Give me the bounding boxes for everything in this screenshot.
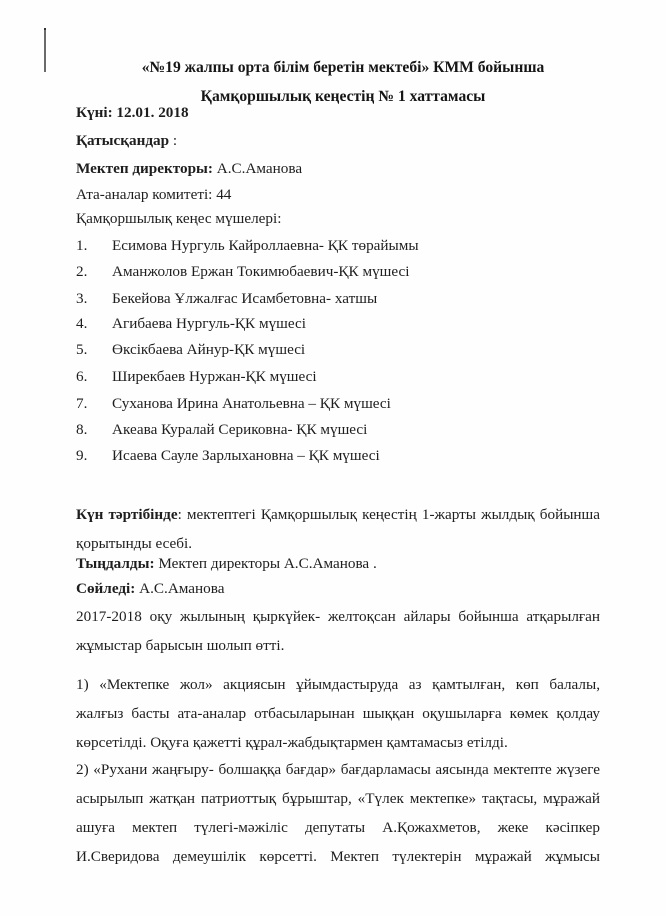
parents-committee-label: Ата-аналар комитеті: <box>76 186 213 203</box>
item-2-line-2: асырылып жатқан патриоттық бұрыштар, «Түлек мектепке» тақтасы, мұражай <box>76 790 600 807</box>
document-title-line-2: Қамқоршылық кеңестің № 1 хаттамасы <box>200 88 486 105</box>
document-title-line-1: «№19 жалпы орта білім беретін мектебі» КММ бойынша <box>141 59 545 76</box>
participants-colon: : <box>169 132 178 149</box>
participants-heading <box>76 132 177 150</box>
list-item-number: 1. <box>76 237 88 254</box>
list-item <box>76 341 305 359</box>
list-item <box>76 290 377 308</box>
spoke-text: А.С.Аманова <box>135 580 225 597</box>
list-item-text: Өксікбаева Айнур-ҚК мүшесі <box>112 341 306 358</box>
director-line <box>76 160 302 178</box>
list-item <box>76 263 409 281</box>
list-item-number: 4. <box>76 315 88 332</box>
director-name: А.С.Аманова <box>212 160 303 177</box>
list-item-text: Есимова Нургуль Кайроллаевна- ҚК төрайымы <box>112 237 419 254</box>
list-item-number: 7. <box>76 395 88 412</box>
council-members-label: Қамқоршылық кеңес мүшелері: <box>76 210 282 227</box>
item-2-paragraph <box>76 755 600 871</box>
intro-line-1: 2017-2018 оқу жылының қыркүйек- желтоқсан айлары бойынша атқарылған <box>76 608 600 625</box>
parents-committee-line <box>76 186 231 204</box>
list-item <box>76 368 317 386</box>
item-2-line-4: И.Сверидова демеушілік көрсетті. Мектеп түлектерін мұражай жұмысы <box>76 848 600 865</box>
heard-line <box>76 555 377 573</box>
heard-text: Мектеп директоры А.С.Аманова . <box>154 555 377 572</box>
agenda-paragraph <box>76 500 600 558</box>
list-item-number: 2. <box>76 263 88 280</box>
list-item-number: 3. <box>76 290 88 307</box>
parents-committee-value: 44 <box>212 186 232 203</box>
meeting-date: Күні: 12.01. 2018 <box>76 104 189 121</box>
intro-paragraph <box>76 602 600 660</box>
list-item <box>76 395 391 413</box>
list-item <box>76 237 419 255</box>
intro-line-2: жұмыстар барысын шолып өтті. <box>76 637 285 654</box>
item-2-line-3: ашуға мектеп түлегі-мәжіліс депутаты А.Қожахметов, жеке кәсіпкер <box>76 819 600 836</box>
agenda-text: : мектептегі Қамқоршылық кеңестің 1-жарты жылдық бойынша <box>177 506 600 523</box>
list-item-text: Бекейова Ұлжалғас Исамбетовна- хатшы <box>112 290 378 307</box>
list-item-text: Ширекбаев Нуржан-ҚК мүшесі <box>112 368 317 385</box>
item-1-line-1: 1) «Мектепке жол» акциясын ұйымдастыруда аз қамтылған, көп балалы, <box>76 676 600 693</box>
agenda-label: Күн тәртібінде <box>76 506 178 523</box>
list-item-text: Исаева Сауле Зарлыхановна – ҚК мүшесі <box>112 447 380 464</box>
list-item <box>76 315 306 333</box>
participants-label: Қатысқандар <box>76 132 170 149</box>
list-item-number: 5. <box>76 341 88 358</box>
list-item-text: Суханова Ирина Анатольевна – ҚК мүшесі <box>112 395 391 412</box>
list-item-text: Аманжолов Ержан Токимюбаевич-ҚК мүшесі <box>112 263 410 280</box>
agenda-line-1 <box>76 500 600 529</box>
list-item-number: 9. <box>76 447 88 464</box>
item-1-line-2: жалғыз басты ата-аналар отбасыларынан шыққан оқушыларға көмек қолдау <box>76 705 600 722</box>
heard-label: Тыңдалды: <box>76 555 155 572</box>
list-item-text: Агибаева Нургуль-ҚК мүшесі <box>112 315 306 332</box>
item-1-line-3: көрсетілді. Оқуға қажетті құрал-жабдықтармен қамтамасыз етілді. <box>76 734 508 751</box>
spoke-line <box>76 580 224 598</box>
list-item-number: 6. <box>76 368 88 385</box>
item-1-paragraph <box>76 670 600 757</box>
director-label: Мектеп директоры: <box>76 160 213 177</box>
agenda-line-2: қорытынды есебі. <box>76 535 192 552</box>
list-item-text: Акеава Куралай Сериковна- ҚК мүшесі <box>112 421 368 438</box>
list-item <box>76 421 367 439</box>
list-item <box>76 447 380 465</box>
spoke-label: Сөйледі: <box>76 580 136 597</box>
list-item-number: 8. <box>76 421 88 438</box>
item-2-line-1: 2) «Рухани жаңғыру- болшаққа бағдар» бағдарламасы аясында мектепте жүзеге <box>76 761 600 778</box>
